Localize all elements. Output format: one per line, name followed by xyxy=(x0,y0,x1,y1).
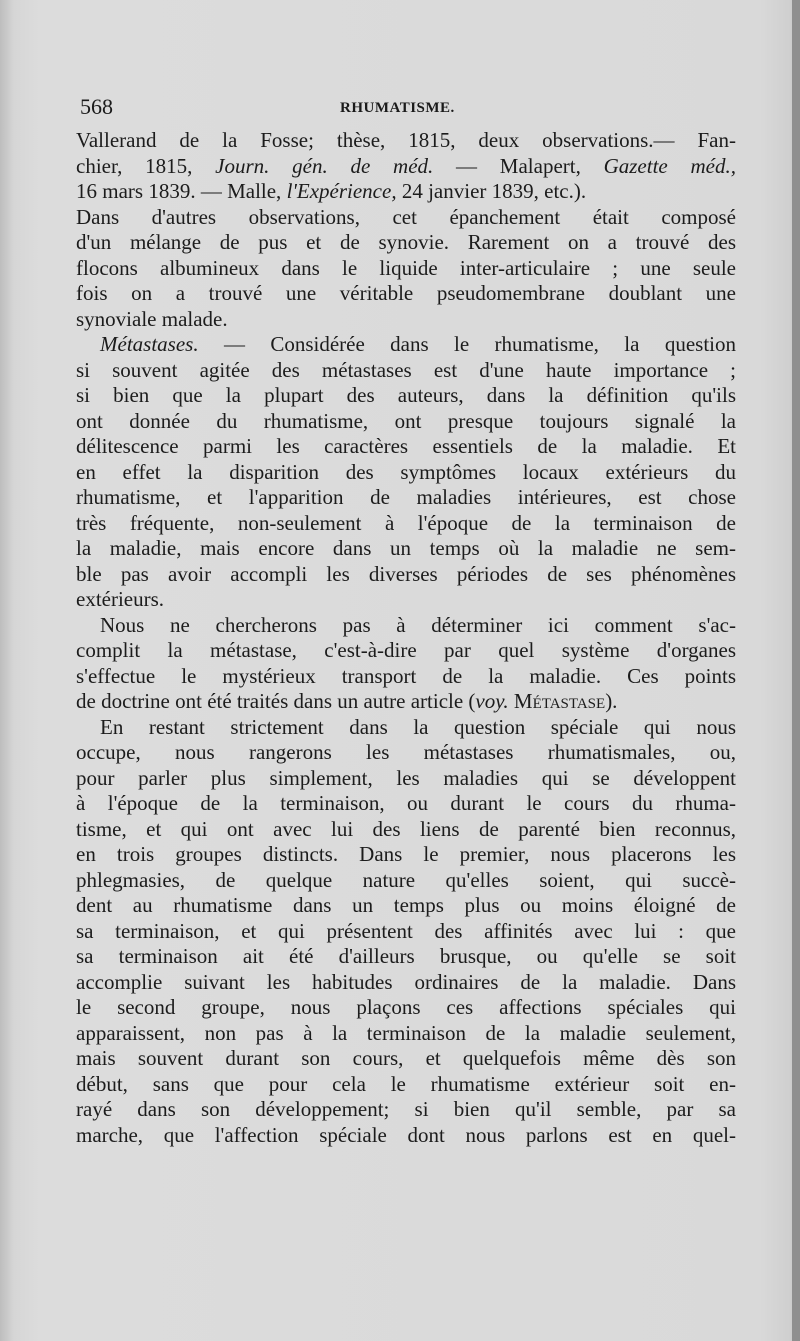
text-segment: En restant strictement dans la question spéciale qui nous xyxy=(100,714,736,739)
text-segment: à l'époque de la terminaison, ou durant le cours du rhuma- xyxy=(76,791,736,815)
text-line xyxy=(76,817,736,843)
body-text xyxy=(76,128,736,1148)
page-number: 568 xyxy=(80,94,113,119)
text-segment: — Malapert, xyxy=(433,153,604,178)
text-segment: ble pas avoir accompli les diverses périodes de ses phénomènes xyxy=(76,561,736,586)
text-line xyxy=(76,128,736,154)
text-line xyxy=(76,791,736,817)
text-line xyxy=(76,460,736,486)
text-line xyxy=(76,893,736,919)
text-segment: ont donnée du rhumatisme, ont presque toujours signalé la xyxy=(76,408,736,433)
text-line xyxy=(76,715,736,741)
text-segment: pour parler plus simplement, les maladies qui se développent xyxy=(76,765,736,790)
italic-segment: Journ. gén. de méd. xyxy=(215,153,434,178)
text-line xyxy=(76,536,736,562)
text-line xyxy=(76,511,736,537)
text-segment: 24 janvier 1839, etc.). xyxy=(396,179,587,203)
text-line xyxy=(76,383,736,409)
text-segment: s'effectue le mystérieux transport de la maladie. Ces points xyxy=(76,663,736,688)
text-segment: fois on a trouvé une véritable pseudomembrane doublant une xyxy=(76,281,736,305)
text-segment: mais souvent durant son cours, et quelquefois même dès son xyxy=(76,1046,736,1070)
text-segment: de doctrine ont été traités dans un autre article ( xyxy=(76,689,476,713)
text-segment: tisme, et qui ont avec lui des liens de parenté bien reconnus, xyxy=(76,816,736,841)
text-segment: dent au rhumatisme dans un temps plus ou moins éloigné de xyxy=(76,893,736,917)
italic-segment: voy. xyxy=(475,689,509,713)
italic-segment: Gazette méd., xyxy=(603,153,736,178)
page-header xyxy=(80,94,740,124)
text-segment: flocons albumineux dans le liquide inter-articulaire ; une seule xyxy=(76,255,736,280)
text-segment: début, sans que pour cela le rhumatisme extérieur soit en- xyxy=(76,1071,736,1096)
text-line xyxy=(76,868,736,894)
text-line xyxy=(76,562,736,588)
text-line xyxy=(76,485,736,511)
text-segment: occupe, nous rangerons les métastases rhumatismales, ou, xyxy=(76,740,736,764)
text-line xyxy=(76,970,736,996)
text-line xyxy=(76,740,736,766)
text-segment: complit la métastase, c'est-à-dire par quel système d'organes xyxy=(76,638,736,662)
text-segment: apparaissent, non pas à la terminaison de la maladie seulement, xyxy=(76,1020,736,1045)
text-segment: en trois groupes distincts. Dans le premier, nous placerons les xyxy=(76,842,736,866)
text-line xyxy=(76,409,736,435)
text-segment: si bien que la plupart des auteurs, dans la définition qu'ils xyxy=(76,383,736,407)
text-segment: Dans d'autres observations, cet épanchement était composé xyxy=(76,204,736,229)
running-title: RHUMATISME. xyxy=(340,100,455,116)
text-segment: 16 mars 1839. — Malle, xyxy=(76,179,287,203)
text-segment: rayé dans son développement; si bien qu'il semble, par sa xyxy=(76,1097,736,1121)
text-line xyxy=(76,919,736,945)
text-line xyxy=(76,256,736,282)
text-segment: synoviale malade. xyxy=(76,306,228,331)
text-segment: rhumatisme, et l'apparition de maladies intérieures, est chose xyxy=(76,485,736,509)
text-line xyxy=(76,230,736,256)
text-segment: accomplie suivant les habitudes ordinaires de la maladie. Dans xyxy=(76,969,736,994)
text-segment: la maladie, mais encore dans un temps où la maladie ne sem- xyxy=(76,536,736,560)
text-line xyxy=(76,664,736,690)
page-edge-shadow xyxy=(792,0,800,1341)
text-line xyxy=(76,766,736,792)
text-segment: extérieurs. xyxy=(76,587,165,611)
text-segment: le second groupe, nous plaçons ces affections spéciales qui xyxy=(76,995,736,1019)
text-line xyxy=(76,613,736,639)
text-segment: ). xyxy=(605,689,618,713)
text-segment: d'un mélange de pus et de synovie. Rarement on a trouvé des xyxy=(76,230,736,254)
text-segment: en effet la disparition des symptômes locaux extérieurs du xyxy=(76,459,736,484)
text-line xyxy=(76,638,736,664)
text-line xyxy=(76,179,736,205)
text-segment: marche, que l'affection spéciale dont nous parlons est en quel- xyxy=(76,1122,736,1147)
text-segment: chier, 1815, xyxy=(76,153,216,178)
text-segment: Nous ne chercherons pas à déterminer ici comment s'ac- xyxy=(100,612,736,637)
text-segment: phlegmasies, de quelque nature qu'elles soient, qui succè- xyxy=(76,867,736,892)
text-line xyxy=(76,1123,736,1149)
text-line xyxy=(76,1072,736,1098)
text-line xyxy=(76,154,736,180)
text-line xyxy=(76,434,736,460)
text-segment: très fréquente, non-seulement à l'époque de la terminaison de xyxy=(76,510,736,535)
text-segment: sa terminaison, et qui présentent des affinités avec lui : que xyxy=(76,918,736,943)
text-line xyxy=(76,1046,736,1072)
text-segment: sa terminaison ait été d'ailleurs brusque, ou qu'elle se soit xyxy=(76,944,736,968)
text-segment: délitescence parmi les caractères essentiels de la maladie. Et xyxy=(76,434,736,458)
text-line xyxy=(76,332,736,358)
text-line xyxy=(76,205,736,231)
italic-segment: l'Expérience, xyxy=(286,179,397,203)
text-line xyxy=(76,995,736,1021)
italic-segment: Métastases. xyxy=(100,332,199,356)
text-segment: — Considérée dans le rhumatisme, la question xyxy=(198,332,736,356)
text-line xyxy=(76,689,736,715)
text-line xyxy=(76,358,736,384)
text-segment: si souvent agitée des métastases est d'une haute importance ; xyxy=(76,357,736,382)
text-line xyxy=(76,307,736,333)
text-segment: Vallerand de la Fosse; thèse, 1815, deux observations.— Fan- xyxy=(76,128,736,152)
small-caps-segment: Métastase xyxy=(513,689,606,713)
text-line xyxy=(76,842,736,868)
text-line xyxy=(76,281,736,307)
text-line xyxy=(76,1097,736,1123)
text-line xyxy=(76,944,736,970)
text-line xyxy=(76,1021,736,1047)
text-line xyxy=(76,587,736,613)
